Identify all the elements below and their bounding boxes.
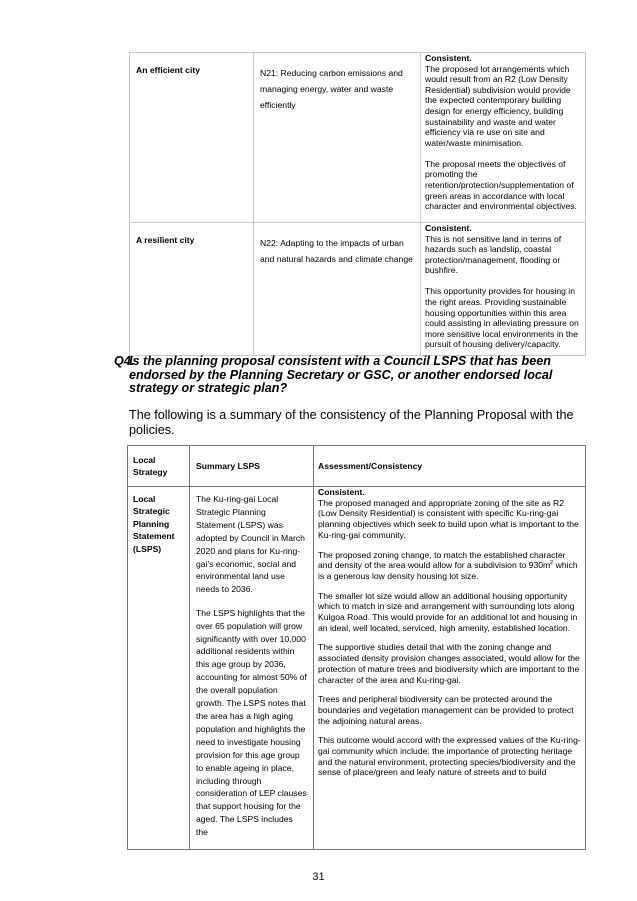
intro-paragraph: The following is a summary of the consistency of the Planning Proposal with the policies.: [129, 408, 574, 437]
assessment-paragraph: The proposal meets the objectives of promoting the retention/protection/supplementation of green areas in accordance with local character and environmental objectives.: [425, 158, 577, 212]
assessment-paragraph: This opportunity provides for housing in the right areas. Providing sustainable housing opportunities within this area could assisting in alleviating pressure on more sensitive local environments in the pursuit of housing delivery/capacity.: [425, 286, 579, 350]
table-row: [130, 53, 586, 223]
column-header: Summary LSPS: [190, 446, 314, 487]
question-heading: [114, 355, 584, 396]
column-header: Assessment/Consistency: [314, 446, 586, 487]
assessment-cell: [421, 223, 586, 356]
status-text: Consistent.: [425, 223, 472, 233]
assessment-paragraph: The supportive studies detail that with the zoning change and associated density provision changes associated, would allow for the protection of mature trees and biodiversity which are important to the character of the area and Ku-ring-gai.: [318, 642, 580, 685]
strategy-name: Local Strategic Planning Statement (LSPS): [128, 487, 190, 850]
direction-text: N22: Adapting to the impacts of urban and natural hazards and climate change: [254, 223, 421, 356]
assessment-paragraph: The proposed managed and appropriate zoning of the site as R2 (Low Density Residential) is consistent with specific Ku-ring-gai planning objectives which seek to build upon what is important to the Ku-ring-gai community.: [318, 497, 579, 540]
assessment-cell: [421, 53, 586, 223]
question-text: Is the planning proposal consistent with a Council LSPS that has been endorsed by the Planning Secretary or GSC, or another endorsed local strategy or strategic plan?: [129, 354, 553, 396]
question-number: Q4.: [114, 354, 135, 368]
table-row: [130, 223, 586, 356]
table-row: [128, 487, 586, 850]
planning-directions-table: [129, 52, 586, 356]
summary-paragraph: The LSPS highlights that the over 65 population will grow significantly with over 10,000 additional residents within this age group by 2036, accounting for almost 50% of the overall population growth. The LSPS notes that the area has a high aging population and highlights the need to investigate housing provision for this age group to enable ageing in place, including through consideration of LEP clauses that support housing for the aged. The LSPS includes the: [196, 607, 307, 838]
status-text: Consistent.: [318, 487, 365, 497]
status-text: Consistent.: [425, 53, 472, 63]
assessment-paragraph: This outcome would accord with the expressed values of the Ku-ring-gai community which include: the importance of protecting heritage and the natural environment, protecting species/biodiversity and the sense of place/green and leafy nature of streets and to build: [318, 735, 581, 778]
lsps-consistency-table: [127, 445, 586, 850]
priority-label: An efficient city: [130, 53, 254, 223]
column-header: Local Strategy: [128, 446, 190, 487]
assessment-paragraph: Trees and peripheral biodiversity can be protected around the boundaries and vegetation management can be provided to protect the adjoining natural areas.: [318, 694, 574, 726]
assessment-paragraph: The proposed zoning change, to match the established character and density of the area would allow for a subdivision to $930m^2$ which is a generous low density housing lot size.: [318, 549, 578, 581]
summary-cell: [190, 487, 314, 850]
assessment-paragraph: The proposed lot arrangements which would result from an R2 (Low Density Residential) subdivision would provide the expected contemporary building design for energy efficiency, building sustainability and waste and water efficiency via re use on site and water/waste minimisation.: [425, 63, 571, 148]
summary-paragraph: The Ku-ring-gai Local Strategic Planning Statement (LSPS) was adopted by Council in March 2020 and plans for Ku-ring-gai's economic, social and environmental land use needs to 2036.: [196, 494, 305, 595]
assessment-cell: [314, 487, 586, 850]
direction-text: N21: Reducing carbon emissions and managing energy, water and waste efficiently: [254, 53, 421, 223]
page-number: 31: [312, 871, 325, 883]
table-header-row: [128, 446, 586, 487]
priority-label: A resilient city: [130, 223, 254, 356]
assessment-paragraph: This is not sensitive land in terms of hazards such as landslip, coastal protection/management, flooding or bushfire.: [425, 233, 562, 276]
assessment-paragraph: The smaller lot size would allow an additional housing opportunity which to match in size and arrangement with surrounding lots along Kulgoa Road. This would provide for an additional lot and housing in an ideal, well located, serviced, high amenity, established location.: [318, 590, 578, 633]
